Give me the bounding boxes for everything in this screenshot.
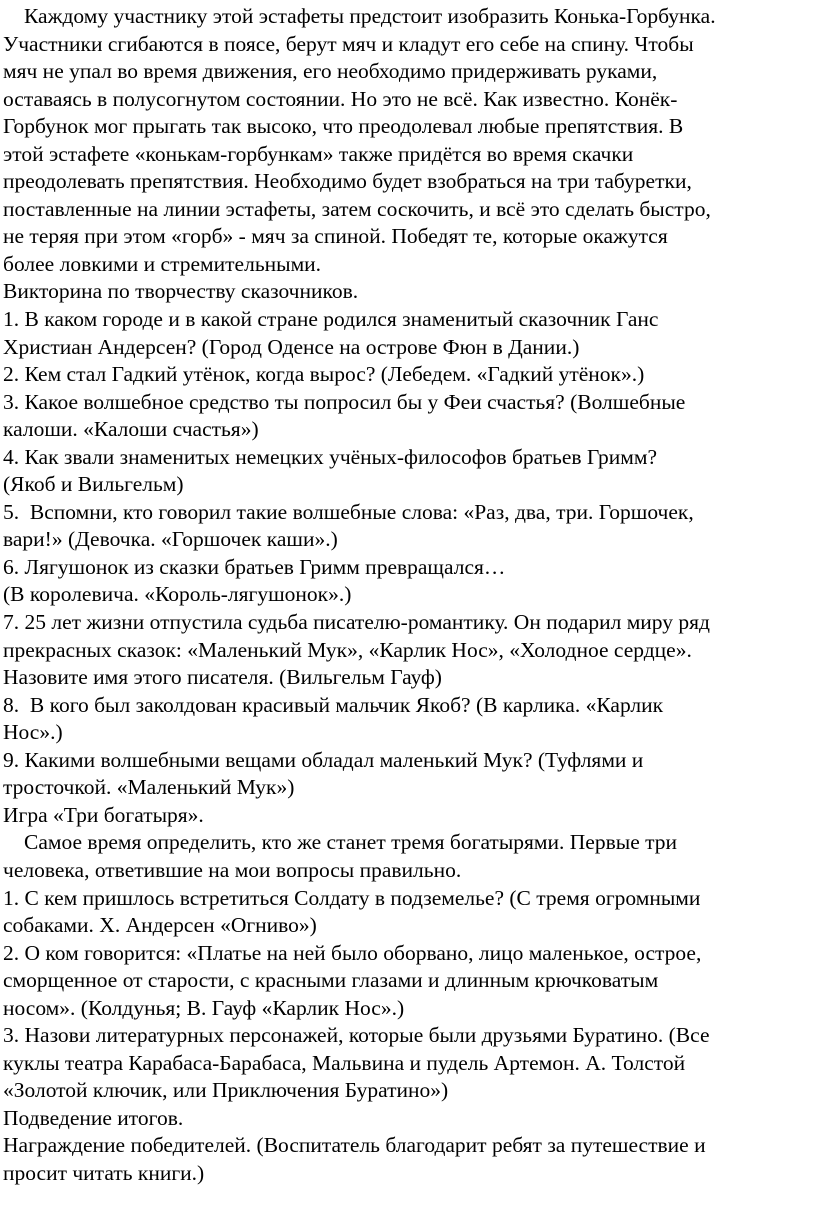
text-line: оставаясь в полусогнутом состоянии. Но это не всё. Как известно. Конёк-	[3, 86, 678, 111]
game-line: «Золотой ключик, или Приключения Буратино»)	[3, 1078, 449, 1103]
summary-section	[3, 1105, 816, 1188]
quiz-line: 2. Кем стал Гадкий утёнок, когда вырос? (Лебедем. «Гадкий утёнок».)	[3, 362, 645, 387]
quiz-line: 9. Какими волшебными вещами обладал маленький Мук? (Туфлями и	[3, 747, 644, 772]
quiz-line: вари!» (Девочка. «Горшочек каши».)	[3, 527, 338, 552]
quiz-line: 6. Лягушонок из сказки братьев Гримм превращался…	[3, 554, 506, 579]
quiz-line: Назовите имя этого писателя. (Вильгельм Гауф)	[3, 665, 442, 690]
quiz-line: тросточкой. «Маленький Мук»)	[3, 775, 295, 800]
quiz-line: 7. 25 лет жизни отпустила судьба писателю-романтику. Он подарил миру ряд	[3, 610, 710, 635]
quiz-line: 8. В кого был заколдован красивый мальчик Якоб? (В карлика. «Карлик	[3, 692, 664, 717]
game-title: Игра «Три богатыря».	[3, 802, 204, 827]
award-line: просит читать книги.)	[3, 1160, 205, 1185]
game-intro-line: человека, ответившие на мои вопросы правильно.	[3, 857, 462, 882]
quiz-line: (В королевича. «Король-лягушонок».)	[3, 582, 352, 607]
quiz-line: Нос».)	[3, 720, 63, 745]
summary-title: Подведение итогов.	[3, 1105, 184, 1130]
quiz-line: 4. Как звали знаменитых немецких учёных-философов братьев Гримм?	[3, 444, 658, 469]
text-line: Участники сгибаются в поясе, берут мяч и кладут его себе на спину. Чтобы	[3, 31, 694, 56]
text-line: этой эстафете «конькам-горбункам» также придётся во время скачки	[3, 141, 634, 166]
text-line: не теряя при этом «горб» - мяч за спиной. Победят те, которые окажутся	[3, 224, 668, 249]
quiz-line: 3. Какое волшебное средство ты попросил бы у Феи счастья? (Волшебные	[3, 389, 686, 414]
quiz-line: 5. Вспомни, кто говорил такие волшебные слова: «Раз, два, три. Горшочек,	[3, 499, 694, 524]
quiz-line: Христиан Андерсен? (Город Оденсе на острове Фюн в Дании.)	[3, 334, 580, 359]
game-line: 3. Назови литературных персонажей, которые были друзьями Буратино. (Все	[3, 1023, 710, 1048]
text-line: мяч не упал во время движения, его необходимо придерживать руками,	[3, 59, 658, 84]
quiz-title: Викторина по творчеству сказочников.	[3, 279, 359, 304]
text-line: поставленные на линии эстафеты, затем соскочить, и всё это сделать быстро,	[3, 196, 711, 221]
game-section	[3, 802, 816, 1105]
game-line: собаками. Х. Андерсен «Огниво»)	[3, 913, 317, 938]
award-line: Награждение победителей. (Воспитатель благодарит ребят за путешествие и	[3, 1133, 706, 1158]
game-line: сморщенное от старости, с красными глазами и длинным крючковатым	[3, 968, 659, 993]
relay-paragraph	[3, 3, 816, 278]
game-line: 1. С кем пришлось встретиться Солдату в подземелье? (С тремя огромными	[3, 885, 701, 910]
quiz-line: прекрасных сказок: «Маленький Мук», «Карлик Нос», «Холодное сердце».	[3, 637, 692, 662]
text-line: Каждому участнику этой эстафеты предстоит изобразить Конька-Горбунка.	[24, 4, 716, 28]
quiz-line: 1. В каком городе и в какой стране родился знаменитый сказочник Ганс	[3, 307, 659, 332]
text-line: Горбунок мог прыгать так высоко, что преодолевал любые препятствия. В	[3, 114, 684, 139]
game-intro-line: Самое время определить, кто же станет тремя богатырями. Первые три	[24, 830, 678, 855]
text-line: преодолевать препятствия. Необходимо будет взобраться на три табуретки,	[3, 169, 692, 194]
quiz-line: (Якоб и Вильгельм)	[3, 472, 184, 497]
text-line: более ловкими и стремительными.	[3, 251, 322, 276]
quiz-section	[3, 278, 816, 801]
game-line: куклы театра Карабаса-Барабаса, Мальвина и пудель Артемон. А. Толстой	[3, 1050, 686, 1075]
game-line: 2. О ком говорится: «Платье на ней было оборвано, лицо маленькое, острое,	[3, 940, 702, 965]
game-line: носом». (Колдунья; В. Гауф «Карлик Нос».)	[3, 995, 405, 1020]
quiz-line: калоши. «Калоши счастья»)	[3, 417, 259, 442]
